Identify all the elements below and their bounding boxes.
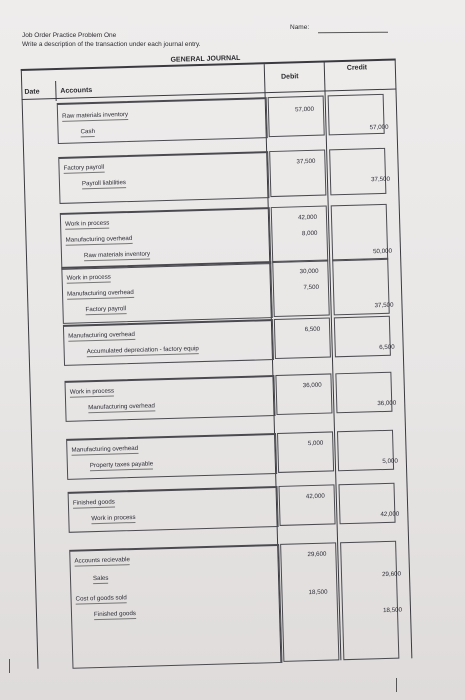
column-header-credit: Credit — [346, 64, 368, 72]
column-header-date: Date — [24, 88, 40, 96]
journal-entry-box — [63, 319, 274, 366]
journal-account-name: Manufacturing overhead — [66, 288, 134, 298]
credit-amount: 36,000 — [377, 399, 397, 408]
journal-entry-box — [58, 151, 269, 204]
journal-account-name: Finished goods — [93, 609, 137, 619]
journal-left-border — [21, 69, 39, 669]
credit-amount: 37,500 — [370, 175, 391, 184]
journal-account-name: Raw materials inventory — [83, 250, 151, 260]
credit-amount: 5,000 — [382, 457, 398, 466]
debit-entry-cell — [274, 317, 331, 359]
date-column-divider — [55, 81, 57, 101]
debit-entry-cell — [280, 542, 339, 662]
column-header-accounts: Accounts — [60, 87, 93, 95]
debit-amount: 30,000 — [299, 267, 319, 276]
journal-account-name: Finished goods — [72, 498, 115, 507]
journal-account-name: Work in process — [65, 219, 110, 228]
debit-entry-cell — [278, 484, 335, 526]
debit-amount: 6,500 — [304, 325, 321, 334]
debit-entry-cell — [268, 96, 325, 138]
credit-entry-cell — [340, 541, 402, 661]
credit-amount: 18,500 — [382, 606, 403, 615]
name-label: Name: — [290, 24, 310, 31]
debit-amount: 42,000 — [305, 492, 325, 501]
credit-amount: 57,000 — [369, 123, 389, 132]
journal-account-name: Sales — [92, 574, 109, 583]
journal-account-name: Factory payroll — [63, 163, 105, 172]
credit-amount: 42,000 — [380, 510, 400, 519]
credit-entry-cell — [329, 148, 386, 196]
debit-amount: 8,000 — [301, 229, 318, 238]
debit-amount: 36,000 — [302, 381, 322, 390]
credit-amount: 50,000 — [372, 247, 393, 256]
journal-title: GENERAL JOURNAL — [170, 54, 241, 64]
journal-account-name: Manufacturing overhead — [68, 330, 136, 340]
journal-account-name: Work in process — [66, 273, 111, 282]
journal-account-name: Manufacturing overhead — [71, 444, 139, 454]
journal-right-border — [395, 59, 413, 659]
journal-entry-box — [68, 486, 279, 533]
right-margin-mark — [396, 678, 397, 692]
debit-entry-cell — [275, 373, 332, 415]
journal-account-name: Factory payroll — [85, 305, 127, 314]
journal-account-name: Work in process — [69, 387, 115, 396]
credit-amount: 37,500 — [374, 301, 394, 310]
journal-account-name: Work in process — [91, 513, 136, 523]
column-header-debit: Debit — [280, 73, 299, 81]
journal-account-name: Accounts recievable — [74, 556, 130, 565]
general-journal — [20, 32, 412, 672]
journal-account-name: Cost of goods sold — [75, 594, 127, 603]
worksheet-title: Job Order Practice Problem One — [22, 32, 117, 39]
credit-amount: 29,600 — [381, 570, 402, 579]
debit-entry-cell — [269, 150, 326, 198]
debit-amount: 42,000 — [297, 213, 318, 222]
journal-account-name: Accumulated depreciation - factory equip — [86, 345, 199, 356]
left-margin-mark — [9, 659, 10, 673]
journal-account-name: Manufacturing overhead — [65, 234, 133, 244]
journal-entry-box — [64, 375, 275, 422]
worksheet-instructions: Write a description of the transaction under each journal entry. — [22, 41, 201, 48]
journal-account-name: Raw materials inventory — [61, 111, 129, 120]
credit-amount: 6,500 — [379, 343, 395, 352]
journal-account-name: Cash — [80, 127, 96, 136]
debit-amount: 57,000 — [294, 105, 315, 114]
debit-amount: 29,600 — [307, 550, 327, 559]
journal-account-name: Payroll liabilities — [81, 179, 127, 188]
debit-entry-cell — [277, 431, 334, 473]
debit-amount: 37,500 — [296, 157, 316, 166]
debit-amount: 5,000 — [307, 439, 324, 448]
journal-account-name: Property taxes payable — [89, 460, 154, 470]
debit-amount: 7,500 — [303, 283, 320, 292]
journal-entry-box — [66, 433, 277, 480]
debit-amount: 18,500 — [308, 588, 328, 597]
journal-account-name: Manufacturing overhead — [88, 402, 156, 412]
